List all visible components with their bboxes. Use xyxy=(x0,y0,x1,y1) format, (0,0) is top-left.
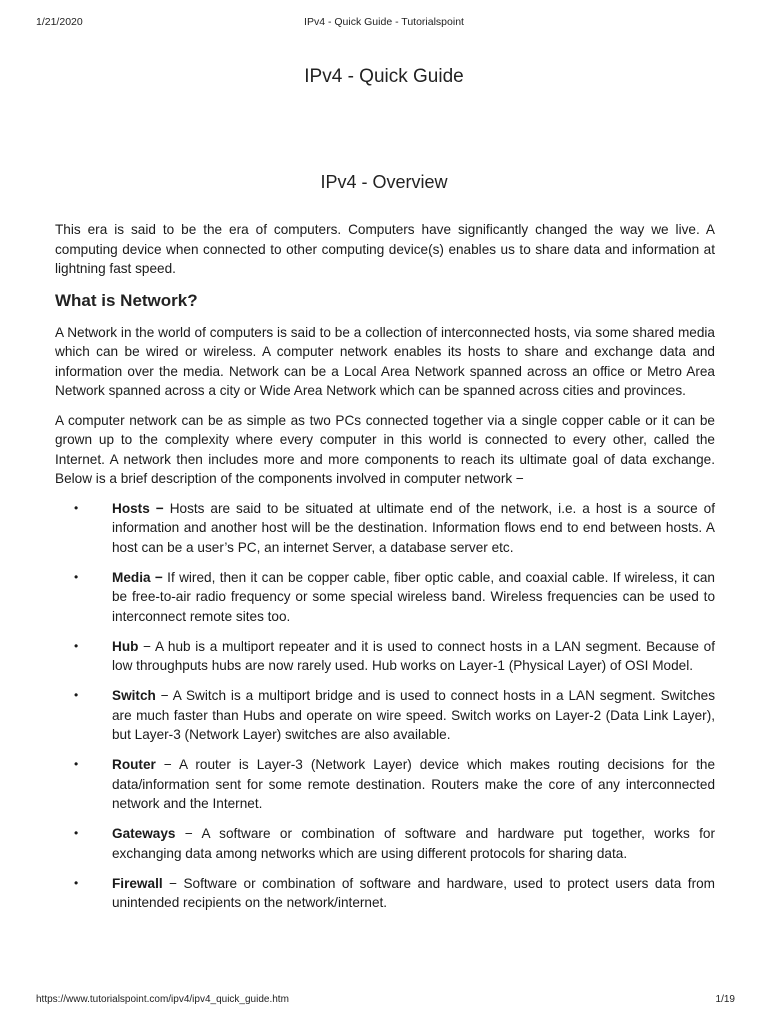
list-item-text: Hosts are said to be situated at ultimate end of the network, i.e. a host is a source of information and another host will be the destination. Information flows end to end between hosts. A host can be a user’s PC, an internet Server, a database server etc. xyxy=(112,500,715,555)
list-item-hub xyxy=(55,637,715,676)
bullet-icon: • xyxy=(74,500,79,515)
list-item-term: Hosts − xyxy=(112,500,164,516)
print-date: 1/21/2020 xyxy=(36,16,83,28)
list-item-term: Gateways xyxy=(112,826,176,841)
network-paragraph-2: A computer network can be as simple as two PCs connected together via a single copper cable or it can be grown up to the complexity where every computer in this world is connected to every other, called the Internet. A network then includes more and more components to reach its ultimate goal of data exchange. Below is a brief description of the components involved in computer network − xyxy=(55,412,715,486)
bullet-icon: • xyxy=(74,757,79,771)
print-url: https://www.tutorialspoint.com/ipv4/ipv4_quick_guide.htm xyxy=(36,994,289,1005)
list-item-text: − A software or combination of software and hardware put together, works for exchanging data among networks which are using different protocols for sharing data. xyxy=(112,826,715,861)
list-item-text: − Software or combination of software and hardware, used to protect users data from unintended recipients on the network/internet. xyxy=(112,875,715,910)
list-item-term: Router xyxy=(112,757,156,772)
section-title: IPv4 - Overview xyxy=(320,172,448,192)
list-item-switch xyxy=(55,686,715,745)
network-heading: What is Network? xyxy=(55,290,198,310)
list-item-term: Media − xyxy=(112,569,163,585)
page-title: IPv4 - Quick Guide xyxy=(304,66,464,87)
components-list xyxy=(55,499,715,913)
list-item-term: Switch xyxy=(112,688,156,703)
list-item-text: − A router is Layer-3 (Network Layer) device which makes routing decisions for the data/information sent for some remote destination. Routers make the core of any interconnected network and the Internet. xyxy=(112,757,715,811)
bullet-icon: • xyxy=(74,638,79,653)
list-item-text: − A Switch is a multiport bridge and is used to connect hosts in a LAN segment. Switches are much faster than Hubs and operate on wire speed. Switch works on Layer-2 (Data Link Layer), but Layer-3 (Network Layer) switches are also available. xyxy=(112,688,715,742)
list-item-router xyxy=(55,755,715,814)
print-page-title: IPv4 - Quick Guide - Tutorialspoint xyxy=(304,16,464,28)
list-item-term: Hub xyxy=(112,638,139,654)
list-item-term: Firewall xyxy=(112,875,163,891)
list-item-gateways xyxy=(55,824,715,863)
page-number: 1/19 xyxy=(715,994,735,1005)
bullet-icon: • xyxy=(74,688,79,702)
list-item-media xyxy=(55,568,715,627)
intro-paragraph: This era is said to be the era of computers. Computers have significantly changed the way we live. A computing device when connected to other computing device(s) enables us to share data and information at lightning fast speed. xyxy=(55,222,715,276)
list-item-firewall xyxy=(55,874,715,913)
list-item-text: If wired, then it can be copper cable, fiber optic cable, and coaxial cable. If wireless, it can be free-to-air radio frequency or some special wireless band. Wireless frequencies can be used to interconnect remote sites too. xyxy=(112,569,715,624)
bullet-icon: • xyxy=(74,826,79,840)
list-item-hosts xyxy=(55,499,715,558)
article-content xyxy=(55,220,715,923)
bullet-icon: • xyxy=(74,875,79,890)
bullet-icon: • xyxy=(74,569,79,584)
list-item-text: − A hub is a multiport repeater and it is used to connect hosts in a LAN segment. Because of low throughputs hubs are now rarely used. Hub works on Layer-1 (Physical Layer) of OSI Model. xyxy=(112,638,715,673)
network-paragraph-1: A Network in the world of computers is said to be a collection of interconnected hosts, via some shared media which can be wired or wireless. A computer network enables its hosts to share and exchange data and information over the media. Network can be a Local Area Network spanned across an office or Metro Area Network spanned across a city or Wide Area Network which can be spanned across cities and provinces. xyxy=(55,324,715,398)
